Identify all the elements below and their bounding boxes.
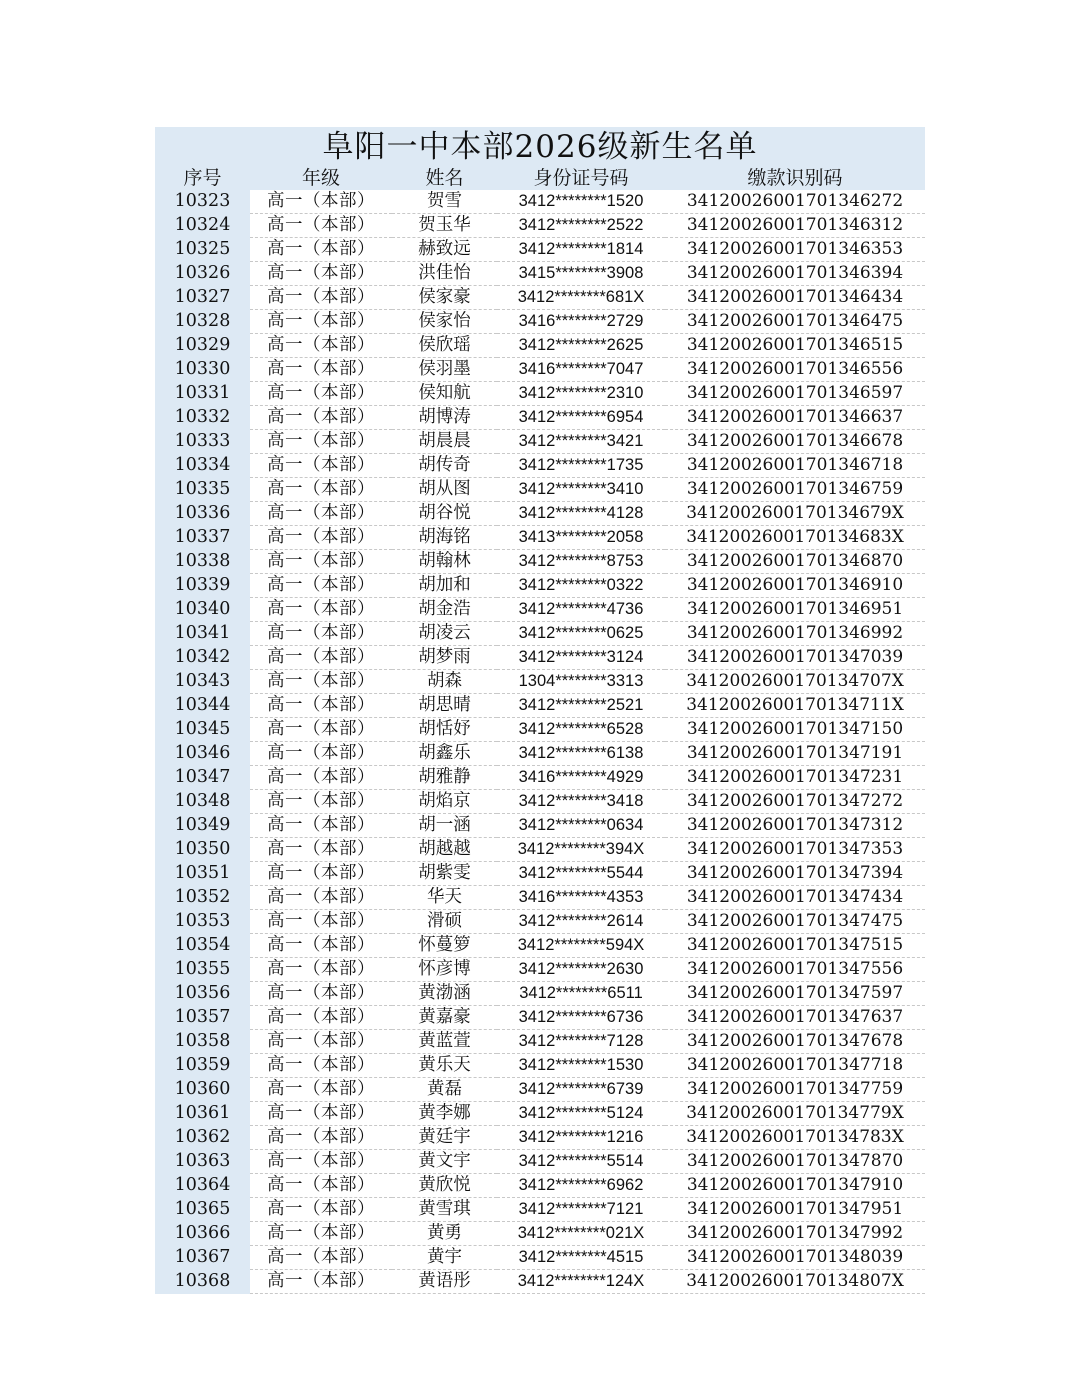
- cell-name: 胡紫雯: [392, 862, 497, 886]
- cell-name: 胡海铭: [392, 526, 497, 550]
- column-header-grade: 年级: [250, 167, 392, 190]
- cell-payment-code: 34120026001701346678: [665, 430, 925, 454]
- cell-name: 胡雅静: [392, 766, 497, 790]
- cell-id-number: 3416********4353: [497, 886, 665, 910]
- table-row: [155, 646, 925, 670]
- cell-payment-code: 3412002600170134707X: [665, 670, 925, 694]
- cell-grade: 高一（本部）: [250, 310, 392, 334]
- cell-id-number: 3412********681X: [497, 286, 665, 310]
- cell-id-number: 3412********6736: [497, 1006, 665, 1030]
- cell-payment-code: 34120026001701347231: [665, 766, 925, 790]
- cell-grade: 高一（本部）: [250, 670, 392, 694]
- table-row: [155, 670, 925, 694]
- cell-seq: 10330: [155, 358, 250, 382]
- cell-name: 胡金浩: [392, 598, 497, 622]
- cell-payment-code: 34120026001701346312: [665, 214, 925, 238]
- cell-name: 胡鑫乐: [392, 742, 497, 766]
- cell-grade: 高一（本部）: [250, 622, 392, 646]
- cell-payment-code: 34120026001701346910: [665, 574, 925, 598]
- table-row: [155, 1126, 925, 1150]
- cell-payment-code: 34120026001701347759: [665, 1078, 925, 1102]
- cell-payment-code: 34120026001701346394: [665, 262, 925, 286]
- cell-name: 滑硕: [392, 910, 497, 934]
- table-row: [155, 742, 925, 766]
- cell-id-number: 3412********394X: [497, 838, 665, 862]
- cell-payment-code: 34120026001701347272: [665, 790, 925, 814]
- cell-name: 黄李娜: [392, 1102, 497, 1126]
- cell-id-number: 3412********0634: [497, 814, 665, 838]
- cell-seq: 10344: [155, 694, 250, 718]
- cell-id-number: 3412********124X: [497, 1270, 665, 1294]
- table-row: [155, 958, 925, 982]
- cell-payment-code: 34120026001701347353: [665, 838, 925, 862]
- cell-id-number: 3412********3410: [497, 478, 665, 502]
- table-row: [155, 910, 925, 934]
- cell-grade: 高一（本部）: [250, 1054, 392, 1078]
- cell-name: 胡从图: [392, 478, 497, 502]
- table-row: [155, 406, 925, 430]
- table-row: [155, 526, 925, 550]
- cell-grade: 高一（本部）: [250, 214, 392, 238]
- table-row: [155, 766, 925, 790]
- cell-seq: 10345: [155, 718, 250, 742]
- cell-seq: 10328: [155, 310, 250, 334]
- cell-payment-code: 34120026001701347678: [665, 1030, 925, 1054]
- cell-id-number: 3412********8753: [497, 550, 665, 574]
- table-row: [155, 1222, 925, 1246]
- cell-id-number: 3412********1520: [497, 190, 665, 214]
- cell-name: 侯知航: [392, 382, 497, 406]
- cell-payment-code: 34120026001701347312: [665, 814, 925, 838]
- cell-seq: 10342: [155, 646, 250, 670]
- cell-seq: 10346: [155, 742, 250, 766]
- cell-seq: 10335: [155, 478, 250, 502]
- cell-grade: 高一（本部）: [250, 526, 392, 550]
- cell-grade: 高一（本部）: [250, 862, 392, 886]
- cell-payment-code: 34120026001701346718: [665, 454, 925, 478]
- cell-name: 胡梦雨: [392, 646, 497, 670]
- table-row: [155, 502, 925, 526]
- cell-id-number: 3412********4736: [497, 598, 665, 622]
- table-row: [155, 190, 925, 214]
- table-row: [155, 934, 925, 958]
- table-row: [155, 1054, 925, 1078]
- cell-grade: 高一（本部）: [250, 838, 392, 862]
- cell-id-number: 3416********4929: [497, 766, 665, 790]
- table-row: [155, 1030, 925, 1054]
- cell-seq: 10341: [155, 622, 250, 646]
- cell-payment-code: 34120026001701346597: [665, 382, 925, 406]
- cell-name: 侯羽墨: [392, 358, 497, 382]
- cell-grade: 高一（本部）: [250, 1006, 392, 1030]
- cell-grade: 高一（本部）: [250, 502, 392, 526]
- cell-id-number: 3413********2058: [497, 526, 665, 550]
- cell-grade: 高一（本部）: [250, 1126, 392, 1150]
- cell-name: 黄乐天: [392, 1054, 497, 1078]
- cell-seq: 10336: [155, 502, 250, 526]
- cell-payment-code: 34120026001701348039: [665, 1246, 925, 1270]
- table-row: [155, 838, 925, 862]
- table-row: [155, 430, 925, 454]
- table-row: [155, 862, 925, 886]
- table-row: [155, 1150, 925, 1174]
- cell-name: 黄廷宇: [392, 1126, 497, 1150]
- cell-name: 怀彦博: [392, 958, 497, 982]
- cell-payment-code: 3412002600170134683X: [665, 526, 925, 550]
- cell-payment-code: 34120026001701347951: [665, 1198, 925, 1222]
- cell-grade: 高一（本部）: [250, 958, 392, 982]
- table-row: [155, 238, 925, 262]
- cell-id-number: 3412********1530: [497, 1054, 665, 1078]
- cell-id-number: 3412********5514: [497, 1150, 665, 1174]
- cell-seq: 10324: [155, 214, 250, 238]
- cell-payment-code: 34120026001701347718: [665, 1054, 925, 1078]
- cell-payment-code: 34120026001701346475: [665, 310, 925, 334]
- cell-id-number: 3412********4515: [497, 1246, 665, 1270]
- table-row: [155, 478, 925, 502]
- cell-id-number: 3415********3908: [497, 262, 665, 286]
- cell-seq: 10334: [155, 454, 250, 478]
- table-row: [155, 814, 925, 838]
- cell-grade: 高一（本部）: [250, 982, 392, 1006]
- cell-seq: 10353: [155, 910, 250, 934]
- cell-seq: 10354: [155, 934, 250, 958]
- cell-grade: 高一（本部）: [250, 910, 392, 934]
- cell-grade: 高一（本部）: [250, 1078, 392, 1102]
- cell-id-number: 3412********5124: [497, 1102, 665, 1126]
- cell-grade: 高一（本部）: [250, 1150, 392, 1174]
- cell-grade: 高一（本部）: [250, 334, 392, 358]
- cell-payment-code: 34120026001701347394: [665, 862, 925, 886]
- cell-id-number: 3412********1735: [497, 454, 665, 478]
- cell-grade: 高一（本部）: [250, 190, 392, 214]
- cell-name: 胡加和: [392, 574, 497, 598]
- column-header-id-number: 身份证号码: [497, 167, 665, 190]
- student-table: [155, 167, 925, 1294]
- cell-payment-code: 3412002600170134779X: [665, 1102, 925, 1126]
- cell-payment-code: 3412002600170134783X: [665, 1126, 925, 1150]
- table-row: [155, 1270, 925, 1294]
- cell-payment-code: 34120026001701347039: [665, 646, 925, 670]
- cell-payment-code: 34120026001701346434: [665, 286, 925, 310]
- cell-payment-code: 34120026001701347434: [665, 886, 925, 910]
- cell-seq: 10331: [155, 382, 250, 406]
- cell-seq: 10368: [155, 1270, 250, 1294]
- cell-seq: 10327: [155, 286, 250, 310]
- cell-grade: 高一（本部）: [250, 406, 392, 430]
- cell-payment-code: 34120026001701346556: [665, 358, 925, 382]
- cell-seq: 10359: [155, 1054, 250, 1078]
- cell-seq: 10348: [155, 790, 250, 814]
- cell-grade: 高一（本部）: [250, 478, 392, 502]
- cell-payment-code: 34120026001701346515: [665, 334, 925, 358]
- cell-seq: 10361: [155, 1102, 250, 1126]
- table-body: [155, 190, 925, 1294]
- cell-name: 华天: [392, 886, 497, 910]
- cell-name: 怀蔓箩: [392, 934, 497, 958]
- table-row: [155, 790, 925, 814]
- cell-grade: 高一（本部）: [250, 382, 392, 406]
- cell-seq: 10338: [155, 550, 250, 574]
- cell-payment-code: 34120026001701347870: [665, 1150, 925, 1174]
- cell-payment-code: 3412002600170134711X: [665, 694, 925, 718]
- cell-payment-code: 34120026001701346870: [665, 550, 925, 574]
- table-row: [155, 334, 925, 358]
- cell-name: 黄文宇: [392, 1150, 497, 1174]
- cell-name: 胡谷悦: [392, 502, 497, 526]
- cell-name: 黄嘉豪: [392, 1006, 497, 1030]
- cell-seq: 10339: [155, 574, 250, 598]
- student-list-sheet: [155, 127, 925, 1294]
- table-row: [155, 982, 925, 1006]
- cell-id-number: 3412********3124: [497, 646, 665, 670]
- cell-name: 黄磊: [392, 1078, 497, 1102]
- cell-grade: 高一（本部）: [250, 1174, 392, 1198]
- cell-seq: 10323: [155, 190, 250, 214]
- cell-payment-code: 34120026001701347191: [665, 742, 925, 766]
- table-row: [155, 574, 925, 598]
- cell-seq: 10364: [155, 1174, 250, 1198]
- cell-grade: 高一（本部）: [250, 886, 392, 910]
- table-row: [155, 718, 925, 742]
- table-row: [155, 262, 925, 286]
- cell-grade: 高一（本部）: [250, 574, 392, 598]
- table-row: [155, 382, 925, 406]
- table-row: [155, 886, 925, 910]
- cell-seq: 10367: [155, 1246, 250, 1270]
- cell-grade: 高一（本部）: [250, 1270, 392, 1294]
- cell-name: 黄欣悦: [392, 1174, 497, 1198]
- cell-grade: 高一（本部）: [250, 742, 392, 766]
- cell-payment-code: 34120026001701347150: [665, 718, 925, 742]
- cell-seq: 10343: [155, 670, 250, 694]
- table-row: [155, 1246, 925, 1270]
- cell-grade: 高一（本部）: [250, 1222, 392, 1246]
- cell-name: 胡晨晨: [392, 430, 497, 454]
- cell-id-number: 3412********0322: [497, 574, 665, 598]
- cell-id-number: 3412********1814: [497, 238, 665, 262]
- cell-name: 胡思晴: [392, 694, 497, 718]
- cell-seq: 10332: [155, 406, 250, 430]
- cell-payment-code: 34120026001701346992: [665, 622, 925, 646]
- cell-payment-code: 34120026001701347992: [665, 1222, 925, 1246]
- cell-id-number: 1304********3313: [497, 670, 665, 694]
- cell-name: 胡博涛: [392, 406, 497, 430]
- table-row: [155, 310, 925, 334]
- cell-seq: 10363: [155, 1150, 250, 1174]
- cell-id-number: 3412********6528: [497, 718, 665, 742]
- cell-name: 黄渤涵: [392, 982, 497, 1006]
- table-row: [155, 694, 925, 718]
- cell-name: 贺玉华: [392, 214, 497, 238]
- cell-grade: 高一（本部）: [250, 646, 392, 670]
- table-row: [155, 454, 925, 478]
- cell-payment-code: 34120026001701346272: [665, 190, 925, 214]
- cell-id-number: 3412********021X: [497, 1222, 665, 1246]
- cell-id-number: 3412********2521: [497, 694, 665, 718]
- cell-id-number: 3412********2630: [497, 958, 665, 982]
- page-title: 阜阳一中本部2026级新生名单: [155, 127, 925, 167]
- cell-id-number: 3412********6739: [497, 1078, 665, 1102]
- cell-grade: 高一（本部）: [250, 286, 392, 310]
- cell-payment-code: 34120026001701347637: [665, 1006, 925, 1030]
- cell-grade: 高一（本部）: [250, 430, 392, 454]
- cell-grade: 高一（本部）: [250, 598, 392, 622]
- cell-id-number: 3412********2625: [497, 334, 665, 358]
- cell-name: 侯家怡: [392, 310, 497, 334]
- cell-id-number: 3412********6954: [497, 406, 665, 430]
- table-row: [155, 598, 925, 622]
- cell-seq: 10337: [155, 526, 250, 550]
- cell-seq: 10356: [155, 982, 250, 1006]
- cell-name: 胡凌云: [392, 622, 497, 646]
- cell-id-number: 3412********2310: [497, 382, 665, 406]
- cell-payment-code: 34120026001701347910: [665, 1174, 925, 1198]
- cell-id-number: 3412********2522: [497, 214, 665, 238]
- column-header-payment-code: 缴款识别码: [665, 167, 925, 190]
- header-row: [155, 167, 925, 190]
- cell-name: 胡恬妤: [392, 718, 497, 742]
- cell-id-number: 3412********5544: [497, 862, 665, 886]
- cell-id-number: 3412********4128: [497, 502, 665, 526]
- table-row: [155, 622, 925, 646]
- cell-payment-code: 34120026001701347475: [665, 910, 925, 934]
- cell-id-number: 3412********1216: [497, 1126, 665, 1150]
- cell-id-number: 3412********0625: [497, 622, 665, 646]
- cell-grade: 高一（本部）: [250, 718, 392, 742]
- cell-id-number: 3416********7047: [497, 358, 665, 382]
- cell-name: 胡焰京: [392, 790, 497, 814]
- cell-grade: 高一（本部）: [250, 814, 392, 838]
- cell-id-number: 3412********3418: [497, 790, 665, 814]
- cell-grade: 高一（本部）: [250, 934, 392, 958]
- table-row: [155, 1174, 925, 1198]
- cell-seq: 10355: [155, 958, 250, 982]
- cell-seq: 10325: [155, 238, 250, 262]
- cell-id-number: 3412********6962: [497, 1174, 665, 1198]
- table-row: [155, 358, 925, 382]
- cell-grade: 高一（本部）: [250, 238, 392, 262]
- cell-id-number: 3412********594X: [497, 934, 665, 958]
- cell-payment-code: 34120026001701347597: [665, 982, 925, 1006]
- table-row: [155, 1078, 925, 1102]
- cell-seq: 10362: [155, 1126, 250, 1150]
- cell-name: 黄语彤: [392, 1270, 497, 1294]
- cell-name: 洪佳怡: [392, 262, 497, 286]
- table-row: [155, 1198, 925, 1222]
- table-row: [155, 1006, 925, 1030]
- cell-payment-code: 3412002600170134807X: [665, 1270, 925, 1294]
- cell-seq: 10352: [155, 886, 250, 910]
- table-row: [155, 1102, 925, 1126]
- cell-name: 胡森: [392, 670, 497, 694]
- cell-grade: 高一（本部）: [250, 454, 392, 478]
- cell-payment-code: 34120026001701346353: [665, 238, 925, 262]
- cell-name: 黄雪琪: [392, 1198, 497, 1222]
- column-header-name: 姓名: [392, 167, 497, 190]
- cell-seq: 10340: [155, 598, 250, 622]
- cell-seq: 10333: [155, 430, 250, 454]
- cell-grade: 高一（本部）: [250, 358, 392, 382]
- cell-grade: 高一（本部）: [250, 1246, 392, 1270]
- cell-seq: 10349: [155, 814, 250, 838]
- cell-grade: 高一（本部）: [250, 790, 392, 814]
- cell-payment-code: 3412002600170134679X: [665, 502, 925, 526]
- cell-name: 胡翰林: [392, 550, 497, 574]
- cell-id-number: 3412********6511: [497, 982, 665, 1006]
- cell-grade: 高一（本部）: [250, 1030, 392, 1054]
- cell-seq: 10347: [155, 766, 250, 790]
- cell-payment-code: 34120026001701347556: [665, 958, 925, 982]
- cell-name: 胡传奇: [392, 454, 497, 478]
- cell-grade: 高一（本部）: [250, 262, 392, 286]
- table-row: [155, 550, 925, 574]
- cell-name: 赫致远: [392, 238, 497, 262]
- cell-id-number: 3412********7128: [497, 1030, 665, 1054]
- cell-payment-code: 34120026001701346759: [665, 478, 925, 502]
- cell-grade: 高一（本部）: [250, 1198, 392, 1222]
- cell-seq: 10350: [155, 838, 250, 862]
- cell-seq: 10358: [155, 1030, 250, 1054]
- cell-grade: 高一（本部）: [250, 694, 392, 718]
- cell-id-number: 3412********3421: [497, 430, 665, 454]
- cell-id-number: 3412********2614: [497, 910, 665, 934]
- cell-id-number: 3416********2729: [497, 310, 665, 334]
- cell-name: 黄蓝萱: [392, 1030, 497, 1054]
- cell-grade: 高一（本部）: [250, 1102, 392, 1126]
- cell-name: 黄宇: [392, 1246, 497, 1270]
- cell-name: 胡越越: [392, 838, 497, 862]
- cell-seq: 10360: [155, 1078, 250, 1102]
- cell-name: 侯欣瑶: [392, 334, 497, 358]
- cell-seq: 10365: [155, 1198, 250, 1222]
- cell-id-number: 3412********6138: [497, 742, 665, 766]
- cell-grade: 高一（本部）: [250, 766, 392, 790]
- cell-seq: 10357: [155, 1006, 250, 1030]
- cell-name: 贺雪: [392, 190, 497, 214]
- cell-seq: 10329: [155, 334, 250, 358]
- cell-name: 侯家豪: [392, 286, 497, 310]
- cell-grade: 高一（本部）: [250, 550, 392, 574]
- cell-payment-code: 34120026001701346951: [665, 598, 925, 622]
- cell-name: 胡一涵: [392, 814, 497, 838]
- column-header-seq: 序号: [155, 167, 250, 190]
- cell-payment-code: 34120026001701347515: [665, 934, 925, 958]
- cell-payment-code: 34120026001701346637: [665, 406, 925, 430]
- cell-seq: 10326: [155, 262, 250, 286]
- cell-id-number: 3412********7121: [497, 1198, 665, 1222]
- table-row: [155, 286, 925, 310]
- cell-name: 黄勇: [392, 1222, 497, 1246]
- cell-seq: 10366: [155, 1222, 250, 1246]
- cell-seq: 10351: [155, 862, 250, 886]
- table-row: [155, 214, 925, 238]
